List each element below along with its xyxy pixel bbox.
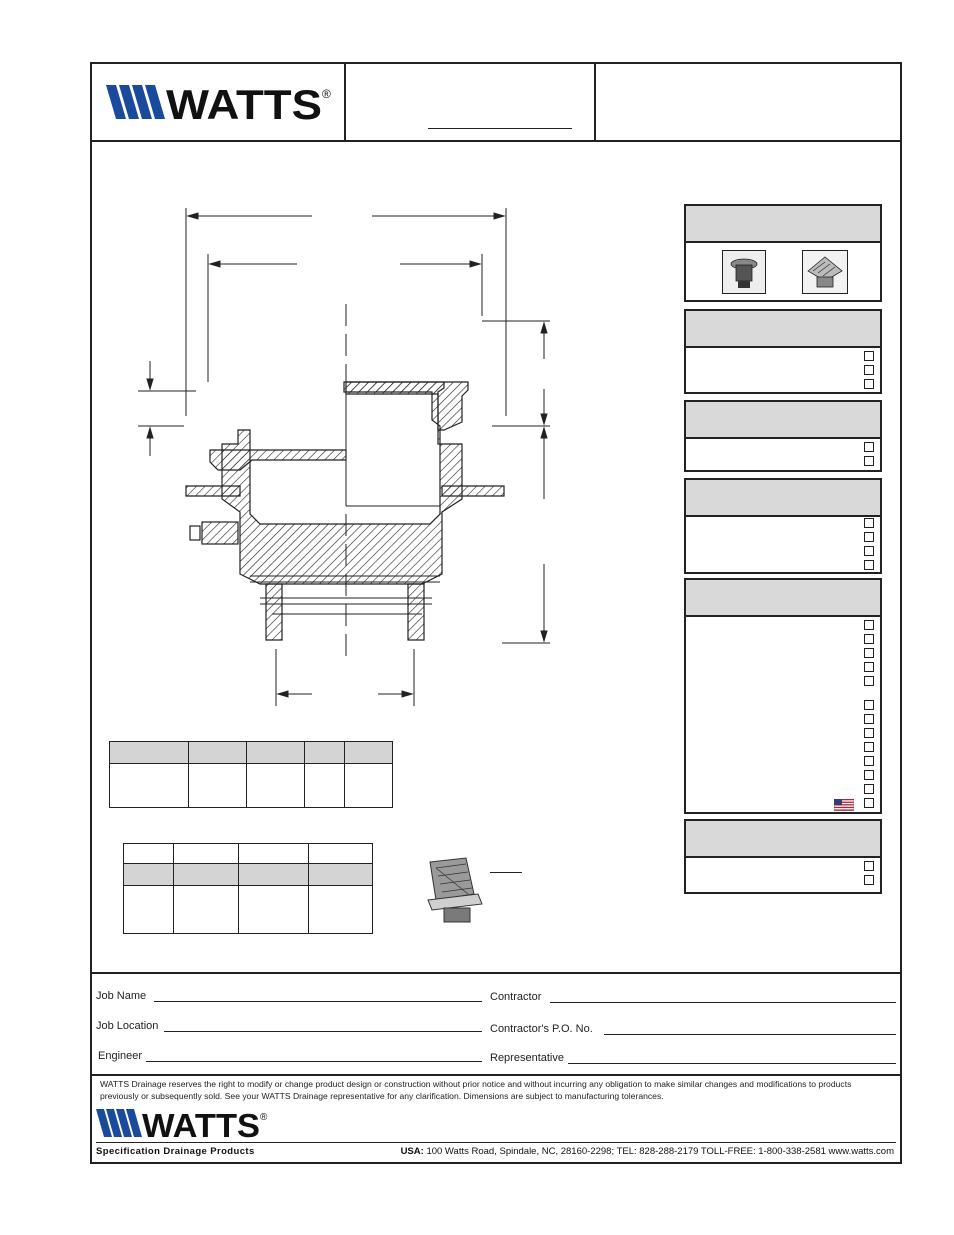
option-checkbox[interactable] bbox=[864, 700, 874, 710]
tel-number: 828-288-2179 bbox=[639, 1146, 699, 1157]
panel-header bbox=[686, 402, 880, 439]
model-underline bbox=[428, 128, 572, 129]
options-panel-2 bbox=[684, 400, 882, 472]
round-strainer-icon bbox=[722, 250, 766, 294]
us-flag-icon bbox=[834, 798, 854, 810]
option-checkbox[interactable] bbox=[864, 662, 874, 672]
disclaimer-text: WATTS Drainage reserves the right to modify or change product design or construction without prior notice and without incurring any obligation to make similar changes and modifications to products previously or subsequently sold. See your WATTS Drainage representative for any clarification. Dimensions are subject to manufacturing tolerances. bbox=[100, 1079, 852, 1101]
job-location-label: Job Location bbox=[96, 1020, 159, 1032]
option-checkbox[interactable] bbox=[864, 676, 874, 686]
contractor-label: Contractor bbox=[490, 991, 542, 1003]
option-checkbox[interactable] bbox=[864, 770, 874, 780]
option-checkbox[interactable] bbox=[864, 728, 874, 738]
option-checkbox[interactable] bbox=[864, 784, 874, 794]
svg-text:WATTS: WATTS bbox=[166, 82, 322, 122]
job-name-field[interactable] bbox=[154, 1001, 482, 1002]
spec-sheet bbox=[90, 62, 902, 1164]
options-panel-3 bbox=[684, 478, 882, 574]
options-panel-4 bbox=[684, 578, 882, 814]
job-location-field[interactable] bbox=[164, 1031, 482, 1032]
drain-section-drawing bbox=[132, 194, 612, 714]
photo-callout-line bbox=[490, 872, 522, 873]
contractor-field[interactable] bbox=[550, 1002, 896, 1003]
tollfree-number: 1-800-338-2581 bbox=[758, 1146, 826, 1157]
representative-field[interactable] bbox=[568, 1063, 896, 1064]
usa-label: USA: bbox=[400, 1146, 424, 1157]
svg-text:®: ® bbox=[260, 1112, 268, 1123]
option-checkbox[interactable] bbox=[864, 442, 874, 452]
engineer-label: Engineer bbox=[98, 1050, 143, 1062]
option-checkbox[interactable] bbox=[864, 560, 874, 570]
option-checkbox[interactable] bbox=[864, 456, 874, 466]
svg-text:WATTS: WATTS bbox=[142, 1107, 260, 1139]
svg-text:®: ® bbox=[322, 87, 331, 101]
option-checkbox[interactable] bbox=[864, 620, 874, 630]
header-logo-cell bbox=[92, 64, 346, 140]
option-checkbox[interactable] bbox=[864, 546, 874, 556]
footer-divider bbox=[96, 1142, 896, 1143]
header-model-cell bbox=[346, 64, 596, 140]
engineer-field[interactable] bbox=[146, 1061, 482, 1062]
options-panel-1 bbox=[684, 309, 882, 394]
panel-header bbox=[686, 580, 880, 617]
option-checkbox[interactable] bbox=[864, 742, 874, 752]
footer-address bbox=[401, 1146, 894, 1157]
representative-label: Representative bbox=[490, 1052, 564, 1064]
tollfree-label: TOLL-FREE: bbox=[700, 1146, 756, 1157]
job-name-label: Job Name bbox=[96, 990, 147, 1002]
footer-watts-logo bbox=[96, 1107, 276, 1144]
dimension-table bbox=[109, 741, 393, 808]
option-checkbox[interactable] bbox=[864, 365, 874, 375]
option-checkbox[interactable] bbox=[864, 648, 874, 658]
contractor-po-field[interactable] bbox=[604, 1034, 896, 1035]
contractor-po-label: Contractor's P.O. No. bbox=[490, 1023, 593, 1035]
panel-header bbox=[686, 311, 880, 348]
floor-drain-photo bbox=[422, 854, 492, 926]
job-info-form bbox=[92, 972, 900, 1076]
option-checkbox[interactable] bbox=[864, 714, 874, 724]
panel-header bbox=[686, 206, 880, 243]
strainer-options-panel bbox=[684, 204, 882, 302]
square-strainer-icon bbox=[802, 250, 848, 294]
panel-header bbox=[686, 821, 880, 858]
size-table bbox=[123, 843, 373, 934]
street-address: 100 Watts Road, Spindale, NC, 28160-2298; bbox=[426, 1146, 615, 1157]
option-checkbox[interactable] bbox=[864, 634, 874, 644]
option-checkbox[interactable] bbox=[864, 798, 874, 808]
option-checkbox[interactable] bbox=[864, 379, 874, 389]
footer-tagline: Specification Drainage Products bbox=[96, 1146, 255, 1157]
options-panel-5 bbox=[684, 819, 882, 894]
option-checkbox[interactable] bbox=[864, 518, 874, 528]
website-link[interactable]: www.watts.com bbox=[828, 1146, 894, 1157]
option-checkbox[interactable] bbox=[864, 756, 874, 766]
option-checkbox[interactable] bbox=[864, 532, 874, 542]
panel-header bbox=[686, 480, 880, 517]
tel-label: TEL: bbox=[616, 1146, 637, 1157]
header-bar bbox=[92, 64, 900, 142]
option-checkbox[interactable] bbox=[864, 875, 874, 885]
option-checkbox[interactable] bbox=[864, 351, 874, 361]
option-checkbox[interactable] bbox=[864, 861, 874, 871]
watts-logo bbox=[106, 82, 336, 127]
